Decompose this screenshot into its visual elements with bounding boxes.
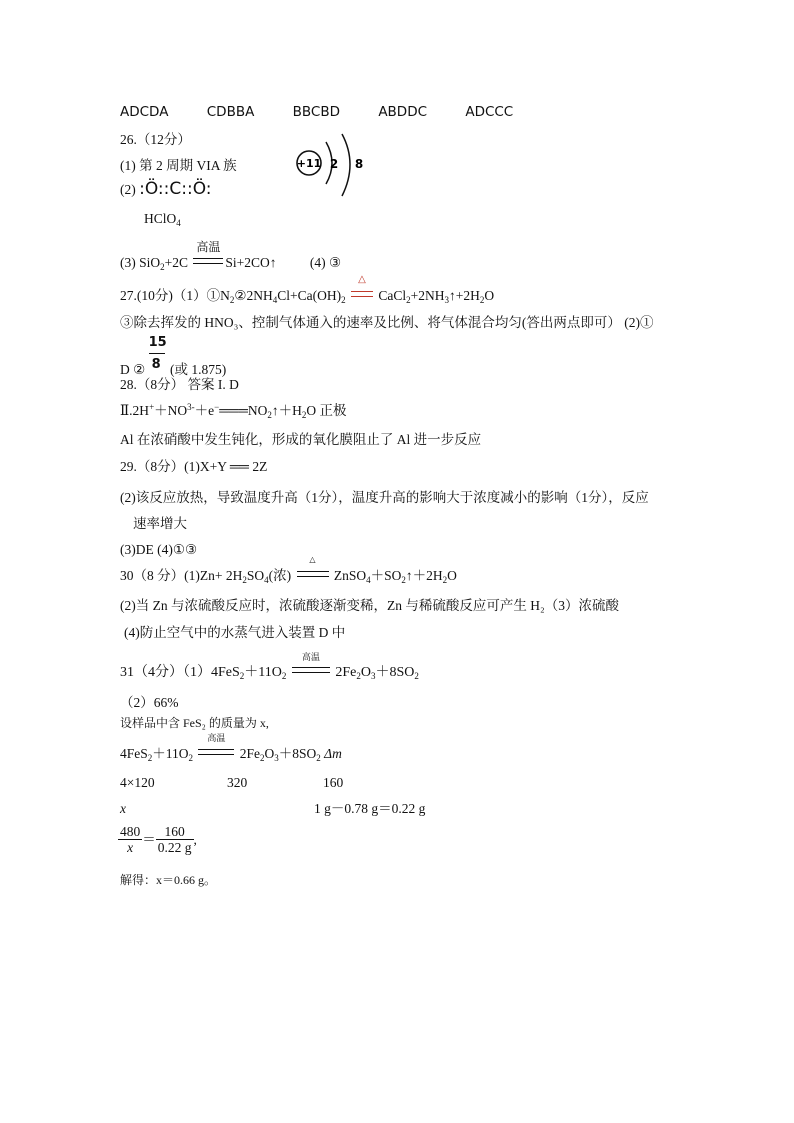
shell-arc-2 xyxy=(342,134,350,196)
q30-line3: (4)防止空气中的水蒸气进入装置 D 中 xyxy=(124,625,346,640)
answer-group-4: ABDDC xyxy=(378,104,428,120)
q28-electrode-equation: $Ⅱ.2H^++NO^{3-}+e^-═══NO_2↑+H_2O$ 正极 xyxy=(120,402,347,420)
answer-group-5: ADCCC xyxy=(465,104,514,120)
q26-part4: (4) ③ xyxy=(309,255,342,270)
q29-line2: (2)该反应放热，导致温度升高（1分），温度升高的影响大于浓度减小的影响（1分），反应 xyxy=(120,490,649,505)
answer-group-1: ADCDA xyxy=(120,104,169,120)
nucleus-charge: +11 xyxy=(296,157,322,170)
q31-mass-equation: $4FeS_2+11O_2$ 高温 $2Fe_2O_3+8SO_2$ Δm xyxy=(120,733,342,763)
q31-unknown-x: x xyxy=(120,801,126,816)
q31-molar-mass-2: 320 xyxy=(227,775,248,790)
q30-line2: (2)当 Zn 与浓硫酸反应时，浓硫酸逐渐变稀，Zn 与稀硫酸反应可产生 H₂（3）浓硫酸 xyxy=(120,598,619,613)
answer-key-row xyxy=(120,103,547,121)
q27-line2: ③除去挥发的 HNO₃、控制气体通入的速率及比例、将气体混合均匀(答出两点即可） (2)① xyxy=(120,315,654,330)
q31-proportion: $\frac{480}{x}$ ＝ $\frac{160}{0.22 g}$ , xyxy=(120,824,197,856)
q29-line4: (3)DE (4)①③ xyxy=(120,542,198,557)
q31-delta-mass: 160 xyxy=(323,775,344,790)
fraction-160-0.22g: $\frac{160}{0.22 g}$ xyxy=(157,824,192,856)
q29-heading: 29.（8分）(1)X+Y ══ 2Z xyxy=(120,459,268,474)
reaction-condition-arrow: 高温 xyxy=(198,745,234,763)
q30-line1: 30（8 分）$(1)Zn+ 2H_2SO_4$(浓) △ $ZnSO_4+SO_2↑+2H_2O$ xyxy=(120,555,457,585)
q26-part2-label: (2) xyxy=(120,182,136,197)
q28-line3: Al 在浓硝酸中发生钝化，形成的氧化膜阻止了 Al 进一步反应 xyxy=(120,432,482,447)
q31-line1: 31（4分）$(1)4FeS_2+11O_2$ 高温 $2Fe_2O_3+8SO_2$ xyxy=(120,652,419,681)
q29-line3: 速率增大 xyxy=(133,516,187,531)
hclo4-formula: HClO$_4$ xyxy=(144,211,181,228)
q27-line1: 27.(10分)$(1)①N_2②2NH_4Cl+Ca(OH)_2$ △ $CaCl_2+2NH_3↑+2H_2O$ xyxy=(120,274,495,305)
answer-group-2: CDBBA xyxy=(206,104,255,120)
q27-line3: D ② $\frac{15}{8}$ (或 1.875) xyxy=(120,335,227,377)
co2-lewis-structure: :Ö::C::Ö: xyxy=(139,179,212,199)
q31-part2: （2）66% xyxy=(120,695,179,710)
answer-group-3: BBCBD xyxy=(292,104,341,120)
shell-1-electrons: 2 xyxy=(329,157,339,171)
reaction-condition-arrow: 高温 xyxy=(292,664,330,682)
q26-part3-equation: (3) SiO$_2$+2C 高温 Si+2CO↑ (4) ③ xyxy=(120,240,342,272)
shell-2-electrons: 8 xyxy=(354,157,364,171)
q26-heading: 26.（12分） xyxy=(120,132,191,147)
reaction-condition-arrow: 高温 xyxy=(193,254,223,272)
q28-heading: 28.（8分） 答案 I. D xyxy=(120,377,239,392)
q31-molar-mass-1: 4×120 xyxy=(120,775,155,790)
q26-part1: (1) 第 2 周期 VIA 族 xyxy=(120,158,237,173)
heat-condition-arrow: △ xyxy=(351,287,373,305)
q31-assumption: 设样品中含 FeS₂ 的质量为 x, xyxy=(120,716,269,730)
q26-part2 xyxy=(120,180,212,199)
atom-structure-diagram xyxy=(292,130,378,202)
fraction-15-8: $\frac{15}{8}$ xyxy=(148,335,167,372)
heat-condition-arrow: △ xyxy=(297,567,329,585)
q31-solution: 解得：x＝0.66 g。 xyxy=(120,873,217,887)
q31-mass-difference: 1 g－0.78 g＝0.22 g xyxy=(314,801,426,816)
fraction-480-x: $\frac{480}{x}$ xyxy=(120,824,141,856)
